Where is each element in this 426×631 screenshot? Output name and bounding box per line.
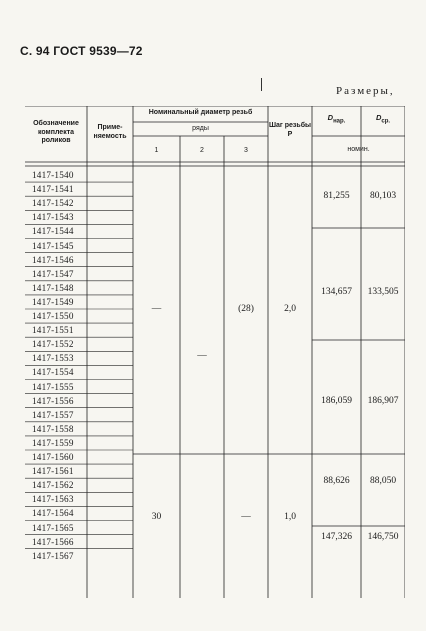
code-row: 1417-1550 — [32, 311, 74, 321]
code-row: 1417-1548 — [32, 282, 74, 293]
code-row: 1417-1549 — [32, 296, 74, 307]
header-d-nar-sub: нар. — [333, 118, 346, 125]
code-row: 1417-1562 — [32, 480, 74, 491]
code-row: 1417-1556 — [32, 395, 74, 406]
group-b-dnar-1: 88,626 — [323, 476, 350, 486]
group-b-dnar-2: 147,326 — [321, 532, 352, 542]
page-header: С. 94 ГОСТ 9539—72 — [20, 44, 143, 58]
group-a-dnar-2: 134,657 — [321, 287, 352, 297]
code-row: 1417-1546 — [32, 254, 74, 265]
code-row: 1417-1566 — [32, 536, 74, 547]
group-a-pitch: 2,0 — [284, 304, 296, 314]
code-row: 1417-1563 — [32, 494, 74, 505]
code-row: 1417-1557 — [32, 409, 74, 420]
code-row: 1417-1554 — [32, 367, 74, 378]
group-a-row2: — — [197, 351, 207, 361]
group-b-row3: — — [241, 512, 251, 522]
code-row: 1417-1547 — [32, 268, 74, 279]
code-row: 1417-1559 — [32, 437, 74, 448]
code-row: 1417-1551 — [32, 325, 74, 336]
data-table — [25, 106, 405, 598]
code-row: 1417-1565 — [32, 522, 74, 533]
header-d-sr-sub: ср. — [381, 118, 391, 125]
code-row: 1417-1560 — [32, 452, 74, 462]
header-row-2: 2 — [200, 147, 204, 154]
group-a-dsr-3: 186,907 — [367, 396, 399, 406]
code-row: 1417-1552 — [32, 339, 74, 350]
code-row: 1417-1553 — [32, 353, 74, 364]
header-d-nar-symbol: D — [327, 113, 334, 122]
header-nominal: номин. — [347, 146, 370, 153]
code-row: 1417-1543 — [32, 212, 74, 223]
header-designation: Обозначение комплекта роликов — [33, 120, 79, 144]
header-nominal-diameter: Номинальный диаметр резьб — [148, 109, 253, 116]
sizes-label: Размеры, — [336, 85, 395, 97]
code-row: 1417-1540 — [32, 170, 74, 180]
code-row: 1417-1544 — [32, 226, 74, 237]
group-a-row3: (28) — [238, 304, 254, 314]
group-b-dsr-2: 146,750 — [367, 532, 399, 542]
group-b-dsr-1: 88,050 — [369, 476, 397, 486]
group-a-dnar-3: 186,059 — [321, 396, 352, 406]
margin-mark — [261, 78, 262, 91]
group-a-dsr-1: 80,103 — [369, 191, 397, 201]
header-applicability: Приме-няемость — [93, 124, 127, 140]
header-rows: ряды — [192, 125, 209, 132]
group-a-row1: — — [151, 304, 162, 314]
group-a-dsr-2: 133,505 — [367, 287, 399, 297]
group-b-pitch: 1,0 — [284, 512, 296, 522]
code-row: 1417-1541 — [32, 184, 74, 195]
header-d-sr — [361, 114, 405, 126]
header-pitch: Шаг резьбы P — [268, 122, 312, 138]
header-row-1: 1 — [154, 147, 159, 154]
code-row: 1417-1558 — [32, 423, 74, 434]
code-row: 1417-1561 — [32, 466, 74, 477]
code-row: 1417-1567 — [32, 550, 74, 561]
header-row-3: 3 — [244, 147, 248, 154]
code-row: 1417-1555 — [32, 381, 74, 392]
code-row: 1417-1545 — [32, 240, 74, 251]
header-d-nar — [312, 114, 361, 126]
group-a-dnar-1: 81,255 — [323, 191, 350, 201]
header-d-sr-symbol: D — [375, 113, 382, 122]
code-row: 1417-1542 — [32, 198, 74, 209]
code-row: 1417-1564 — [32, 508, 74, 519]
group-b-row1: 30 — [151, 512, 162, 522]
